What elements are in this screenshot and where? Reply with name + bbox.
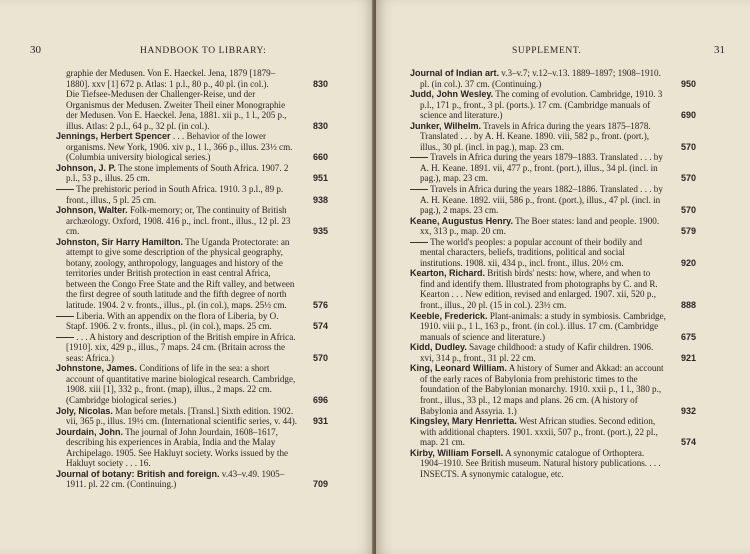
entry-heading: —— bbox=[410, 152, 428, 163]
entry-body: Die Tiefsee-Medusen der Challenger-Reise, und der Organismus der Medusen. Zweiter Theil einer Monographie der Medusen. Von E. Haeckel. Jena, 1881. xii p., 1 l., 205 p., illus. Atlas: 2 p.l., 64 p., 32 pl. (in col.). bbox=[66, 89, 287, 131]
catalog-entry bbox=[410, 89, 696, 121]
entry-body: . . . A history and description of the British empire in Africa. [1910]. xix, 429 p., illus., 7 maps. 24 cm. (Britain across the seas: Africa.) bbox=[66, 331, 296, 363]
call-number: 888 bbox=[680, 300, 696, 311]
entry-body: British birds' nests: how, where, and when to find and identify them. Illustrated from photographs by C. and R. Kearton . . . New edition, revised and enlarged. 1907. xii, 520 p., front., illus., 20 pl. (15 in col.). 23½ cm. bbox=[420, 268, 658, 311]
catalog-entry bbox=[410, 311, 696, 343]
call-number: 574 bbox=[680, 437, 696, 448]
entry-body: v.43–v.49. 1905–1911. pl. 22 cm. (Continuing.) bbox=[66, 468, 285, 490]
entry-heading: Journal of Indian art. bbox=[410, 68, 500, 78]
catalog-entry bbox=[410, 152, 696, 184]
call-number: 675 bbox=[680, 331, 696, 342]
call-number: 931 bbox=[312, 416, 328, 427]
running-header: SUPPLEMENT. bbox=[512, 46, 582, 56]
call-number: 709 bbox=[312, 479, 328, 490]
call-number: 574 bbox=[312, 321, 328, 332]
entry-body: The Boer states: land and people. 1900. xx, 313 p., map. 20 cm. bbox=[420, 215, 660, 237]
catalog-entry bbox=[56, 205, 328, 237]
entry-body: graphie der Medusen. Von E. Haeckel. Jena, 1879 [1879–1880]. xxv [1] 672 p. Atlas: 1 p.l., 80 p., 40 pl. (in col.). bbox=[66, 68, 276, 89]
call-number: 660 bbox=[312, 152, 328, 163]
entry-body: Travels in Africa during the years 1882–1886. Translated . . . by A. H. Keane. 1892. viii, 586 p., front. (port.), illus., 47 pl. (incl. in pag.), 2 maps. 23 cm. bbox=[420, 184, 663, 216]
entry-heading: Joly, Nicolas. bbox=[56, 405, 113, 416]
call-number: 570 bbox=[680, 141, 696, 152]
catalog-entry bbox=[56, 311, 328, 332]
catalog-entry bbox=[56, 469, 328, 490]
running-header: HANDBOOK TO LIBRARY: bbox=[140, 46, 267, 56]
call-number: 920 bbox=[680, 257, 696, 268]
entry-body: Man before metals. [Transl.] Sixth edition. 1902. vii, 365 p., illus. 19½ cm. (International scientific series, v. 44). bbox=[66, 405, 297, 427]
entry-body: The world's peoples: a popular account of their bodily and mental characters, beliefs, traditions, political and social institutions. 1908. xii, 434 p., incl. front., illus. 20½ cm. bbox=[420, 236, 643, 268]
catalog-entry bbox=[410, 268, 696, 310]
left-page bbox=[0, 0, 374, 554]
entry-body: Travels in Africa during the years 1879–1883. Translated . . . by A. H. Keane. 1891. vii, 477 p., front. (port.), illus., 34 pl. (incl. in pag.), map. 23 cm. bbox=[420, 152, 663, 184]
entry-heading: Kirby, William Forsell. bbox=[410, 447, 504, 458]
catalog-entry bbox=[56, 406, 328, 427]
entry-body: . . . Behavior of the lower organisms. New York, 1906. xiv p., 1 l., 366 p., illus. 23½ cm. (Columbia university biological series.) bbox=[66, 131, 293, 163]
catalog-entry bbox=[56, 332, 328, 364]
catalog-entry bbox=[410, 363, 696, 416]
page-number: 31 bbox=[714, 44, 725, 56]
catalog-entry bbox=[410, 416, 696, 448]
catalog-entry bbox=[56, 163, 328, 184]
catalog-entry bbox=[410, 342, 696, 363]
entry-heading: Jourdain, John. bbox=[56, 426, 124, 437]
catalog-entry bbox=[56, 131, 328, 163]
call-number: 690 bbox=[680, 110, 696, 121]
entry-body: Savage childhood: a study of Kafir children. 1906. xvi, 314 p., front., 31 pl. 22 cm. bbox=[420, 342, 654, 363]
catalog-entry bbox=[56, 68, 328, 89]
entry-body: West African studies. Second edition, with additional chapters. 1901. xxxii, 507 p., front. (port.), 22 pl., map. 21 cm. bbox=[420, 416, 658, 448]
entry-heading: King, Leonard William. bbox=[410, 363, 507, 374]
entry-heading: Keane, Augustus Henry. bbox=[410, 215, 514, 226]
call-number: 579 bbox=[680, 226, 696, 237]
call-number: 938 bbox=[312, 194, 328, 205]
entry-heading: Johnson, J. P. bbox=[56, 162, 116, 173]
catalog-entry bbox=[410, 216, 696, 237]
call-number: 951 bbox=[312, 173, 328, 184]
call-number: 570 bbox=[680, 173, 696, 184]
entry-heading: Junker, Wilhelm. bbox=[410, 120, 481, 131]
entry-body: v.3–v.7; v.12–v.13. 1889–1897; 1908–1910. pl. (in col.). 37 cm. (Continuing.) bbox=[420, 68, 661, 89]
catalog-entry bbox=[410, 68, 696, 89]
catalog-entry bbox=[56, 427, 328, 469]
call-number: 696 bbox=[312, 394, 328, 405]
entry-body: The coming of evolution. Cambridge, 1910. 3 p.l., 171 p., front., 3 pl. (ports.). 17 cm. (Cambridge manuals of science and literature.) bbox=[420, 89, 663, 121]
entry-heading: —— bbox=[56, 184, 74, 195]
catalog-entry bbox=[410, 184, 696, 216]
call-number: 921 bbox=[680, 352, 696, 363]
entry-heading: Johnstone, James. bbox=[56, 363, 138, 374]
entry-heading: —— bbox=[410, 184, 428, 195]
catalog-entry bbox=[410, 121, 696, 153]
entry-body: A synonymic catalogue of Orthoptera. 1904–1910. See British museum. Natural history publications. . . . INSECTS. A synonymic catalogue, etc. bbox=[420, 447, 661, 479]
call-number: 935 bbox=[312, 226, 328, 237]
entry-heading: Jennings, Herbert Spencer bbox=[56, 131, 171, 142]
entry-body: A history of Sumer and Akkad: an account of the early races of Babylonia from prehistoric times to the foundation of the Babylonian monarchy. 1910. xxii p., 1 l., 380 p., front., illus., 33 pl., 12 maps and plans. 26 cm. (A history of Babylonia and Assyria. 1.) bbox=[420, 363, 664, 416]
entry-heading: Kidd, Dudley. bbox=[410, 342, 467, 353]
entry-heading: Judd, John Wesley. bbox=[410, 89, 494, 100]
entry-body: Conditions of life in the sea: a short account of quantitative marine biological research. Cambridge, 1908. xiii [1], 332 p., front. (map), illus., 2 maps. 22 cm. (Cambridge biological series.) bbox=[66, 363, 296, 405]
entry-heading: Kingsley, Mary Henrietta. bbox=[410, 416, 517, 427]
call-number: 950 bbox=[680, 78, 696, 89]
entry-list bbox=[410, 68, 696, 479]
entry-body: The prehistoric period in South Africa. 1910. 3 p.l., 89 p. front., illus., 5 pl. 25 cm. bbox=[66, 184, 284, 205]
entry-list bbox=[56, 68, 328, 490]
entry-body: The Uganda Protectorate: an attempt to give some description of the physical geography, botany, zoology, anthropology, languages and history of the territories under British protection in east central Africa, between the Congo Free State and the Rift valley, and between the first degree of south latitude and the fifth degree of north latitude. 1904. 2 v. fronts., illus., pl. (in col.), maps. 25½ cm. bbox=[66, 236, 295, 311]
entry-heading: Johnston, Sir Harry Hamilton. bbox=[56, 236, 184, 247]
catalog-entry bbox=[56, 184, 328, 205]
call-number: 830 bbox=[312, 120, 328, 131]
entry-heading: —— bbox=[56, 310, 74, 321]
catalog-entry bbox=[56, 237, 328, 311]
entry-body: The stone implements of South Africa. 1907. 2 p.l., 53 p., illus. 25 cm. bbox=[66, 162, 289, 184]
catalog-entry bbox=[56, 363, 328, 405]
call-number: 570 bbox=[312, 352, 328, 363]
entry-heading: —— bbox=[410, 236, 428, 247]
call-number: 576 bbox=[312, 300, 328, 311]
entry-body: The journal of John Jourdain, 1608–1617, describing his experiences in Arabia, India and the Malay Archipelago. 1905. See Hakluyt society. Works issued by the Hakluyt society . . . 16. bbox=[66, 426, 289, 469]
entry-body: Folk-memory; or, The continuity of British archæology. Oxford, 1908. 416 p., incl. front., illus., 12 pl. 23 cm. bbox=[66, 205, 291, 237]
entry-body: Liberia. With an appendix on the flora of Liberia, by O. Stapf. 1906. 2 v. fronts., illus., pl. (in col.), maps. 25 cm. bbox=[66, 310, 279, 332]
entry-heading: Kearton, Richard. bbox=[410, 268, 486, 279]
catalog-entry bbox=[56, 89, 328, 131]
entry-heading: Johnson, Walter. bbox=[56, 205, 128, 216]
entry-heading: —— bbox=[56, 331, 74, 342]
entry-heading: Journal of botany: British and foreign. bbox=[56, 468, 220, 479]
call-number: 932 bbox=[680, 405, 696, 416]
call-number: 830 bbox=[312, 78, 328, 89]
call-number: 570 bbox=[680, 205, 696, 216]
catalog-entry bbox=[410, 237, 696, 269]
entry-body: Travels in Africa during the years 1875–1878. Translated . . . by A. H. Keane. 1890. viii, 582 p., front. (port.), illus., 30 pl. (incl. in pag.), map. 23 cm. bbox=[420, 120, 651, 152]
entry-body: Plant-animals: a study in symbiosis. Cambridge, 1910. viii p., 1 l., 163 p., front. (in col.). illus. 17 cm. (Cambridge manuals of science and literature.) bbox=[420, 310, 666, 342]
entry-heading: Keeble, Frederick. bbox=[410, 310, 488, 321]
right-page bbox=[376, 0, 750, 554]
page-number: 30 bbox=[30, 44, 41, 56]
catalog-entry bbox=[410, 448, 696, 480]
